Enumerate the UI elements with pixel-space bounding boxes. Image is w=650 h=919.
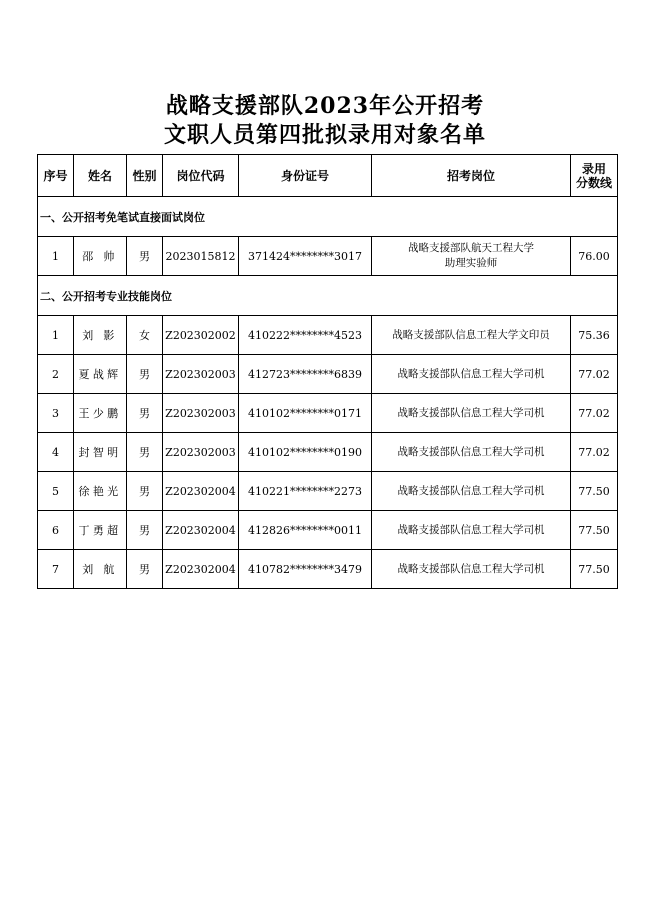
cell-code: Z202302004: [163, 472, 239, 511]
section-title: 二、公开招考专业技能岗位: [38, 276, 618, 316]
header-score: [571, 155, 618, 197]
cell-position: 战略支援部队信息工程大学文印员: [372, 316, 571, 355]
cell-gender: 男: [127, 550, 163, 589]
cell-name: 邵 帅: [74, 237, 127, 276]
cell-score: 77.02: [571, 355, 618, 394]
cell-score: 77.50: [571, 550, 618, 589]
table-row: [38, 237, 618, 276]
cell-name: 王少鹏: [74, 394, 127, 433]
cell-id: 410222********4523: [239, 316, 372, 355]
table-row: [38, 355, 618, 394]
page-title-line2: 文职人员第四批拟录用对象名单: [163, 122, 486, 148]
cell-gender: 男: [127, 394, 163, 433]
table-row: [38, 394, 618, 433]
cell-name: 丁勇超: [74, 511, 127, 550]
cell-seq: 1: [38, 316, 74, 355]
cell-score: 76.00: [571, 237, 618, 276]
header-code: 岗位代码: [163, 155, 239, 197]
cell-seq: 1: [38, 237, 74, 276]
cell-id: 410102********0171: [239, 394, 372, 433]
cell-gender: 女: [127, 316, 163, 355]
cell-seq: 6: [38, 511, 74, 550]
cell-code: 2023015812: [163, 237, 239, 276]
cell-score: 77.50: [571, 511, 618, 550]
table-row: [38, 511, 618, 550]
table-row: [38, 433, 618, 472]
cell-score: 77.50: [571, 472, 618, 511]
cell-seq: 4: [38, 433, 74, 472]
cell-id: 371424********3017: [239, 237, 372, 276]
section-row: [38, 276, 618, 316]
cell-name: 徐艳光: [74, 472, 127, 511]
cell-id: 410782********3479: [239, 550, 372, 589]
header-name: 姓名: [74, 155, 127, 197]
cell-position: 战略支援部队信息工程大学司机: [372, 355, 571, 394]
cell-score: 75.36: [571, 316, 618, 355]
header-gender: 性别: [127, 155, 163, 197]
table-row: [38, 316, 618, 355]
cell-position: 战略支援部队信息工程大学司机: [372, 550, 571, 589]
section-title: 一、公开招考免笔试直接面试岗位: [38, 197, 618, 237]
header-score-line2: 分数线: [575, 175, 612, 190]
table-row: [38, 472, 618, 511]
table-row: [38, 550, 618, 589]
cell-gender: 男: [127, 433, 163, 472]
cell-code: Z202302004: [163, 550, 239, 589]
cell-position: 战略支援部队信息工程大学司机: [372, 433, 571, 472]
header-score-line1: 录用: [581, 161, 606, 176]
header-id: 身份证号: [239, 155, 372, 197]
cell-code: Z202302003: [163, 433, 239, 472]
cell-id: 410102********0190: [239, 433, 372, 472]
cell-gender: 男: [127, 472, 163, 511]
cell-id: 412723********6839: [239, 355, 372, 394]
section-row: [38, 197, 618, 237]
candidate-table: [37, 154, 618, 589]
cell-score: 77.02: [571, 394, 618, 433]
cell-gender: 男: [127, 237, 163, 276]
cell-position: [372, 237, 571, 276]
cell-gender: 男: [127, 355, 163, 394]
cell-id: 412826********0011: [239, 511, 372, 550]
header-row: [38, 155, 618, 197]
header-position: 招考岗位: [372, 155, 571, 197]
cell-seq: 2: [38, 355, 74, 394]
cell-name: 刘 影: [74, 316, 127, 355]
cell-score: 77.02: [571, 433, 618, 472]
cell-id: 410221********2273: [239, 472, 372, 511]
cell-seq: 5: [38, 472, 74, 511]
cell-position-line2: 助理实验师: [444, 257, 498, 269]
cell-gender: 男: [127, 511, 163, 550]
header-seq: 序号: [38, 155, 74, 197]
cell-code: Z202302004: [163, 511, 239, 550]
page-title-line1: 战略支援部队2023年公开招考: [165, 93, 485, 119]
cell-code: Z202302003: [163, 394, 239, 433]
cell-name: 刘 航: [74, 550, 127, 589]
cell-name: 封智明: [74, 433, 127, 472]
cell-position: 战略支援部队信息工程大学司机: [372, 511, 571, 550]
cell-name: 夏战辉: [74, 355, 127, 394]
cell-position: 战略支援部队信息工程大学司机: [372, 394, 571, 433]
cell-code: Z202302003: [163, 355, 239, 394]
cell-seq: 7: [38, 550, 74, 589]
cell-position-line1: 战略支援部队航天工程大学: [408, 242, 534, 254]
cell-position: 战略支援部队信息工程大学司机: [372, 472, 571, 511]
cell-seq: 3: [38, 394, 74, 433]
cell-code: Z202302002: [163, 316, 239, 355]
